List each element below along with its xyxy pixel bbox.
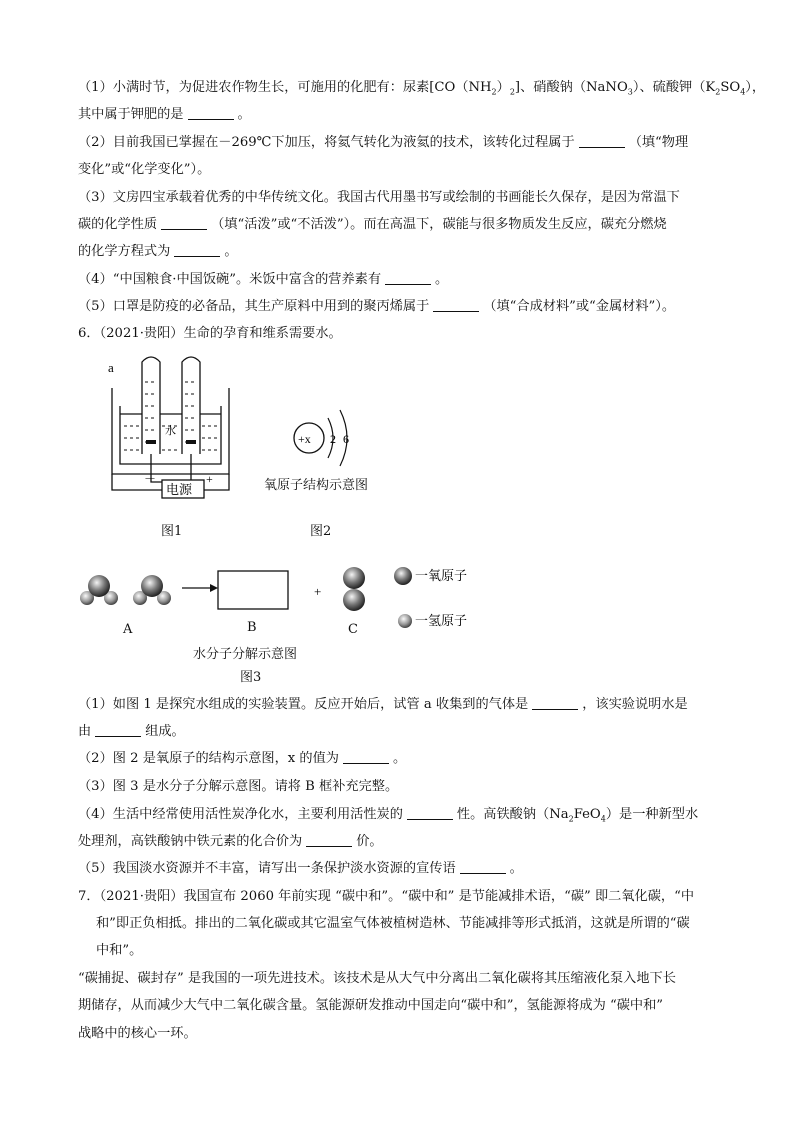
shell-1-electrons: 2 (330, 432, 336, 446)
nucleus-charge: +x (298, 432, 311, 446)
subscript: 2 (715, 87, 721, 97)
text-line-6 (78, 216, 667, 234)
legend-hydrogen-ball (398, 614, 412, 628)
text: 其中属于钾肥的是 (78, 107, 184, 122)
text: 。 (392, 751, 407, 766)
water-label: 水 (165, 425, 176, 437)
label-a: A (123, 622, 133, 637)
text: FeO (573, 807, 601, 822)
text: （填“物理 (628, 135, 689, 150)
figure-2-oxygen-atom (292, 400, 362, 470)
subscript: 4 (740, 87, 746, 97)
arrow-head (210, 584, 218, 592)
text-line-q4 (78, 806, 698, 829)
answer-blank[interactable] (95, 724, 141, 737)
legend-hydrogen-label: 一氢原子 (415, 613, 468, 628)
label-b: B (247, 620, 257, 635)
question-6-title: 6．（2021·贵阳）生命的孕育和维系需要水。 (78, 326, 342, 341)
text: SO (720, 80, 741, 95)
text: 碳的化学性质 (78, 217, 158, 232)
text: （1）如图 1 是探究水组成的实验装置。反应开始后，试管 a 收集到的气体是 (78, 697, 529, 712)
answer-blank[interactable] (188, 107, 234, 120)
text-line-q1 (78, 696, 688, 714)
subscript: 4 (600, 814, 606, 824)
text-line-p7b: 和”即正负相抵。排出的二氧化碳或其它温室气体被植树造林、节能减排等形式抵消，这就是所谓的“碳 (96, 916, 690, 931)
text: ）、硫酸钾（K (632, 80, 716, 95)
oxygen-atom (88, 575, 110, 597)
answer-blank[interactable] (385, 272, 431, 285)
text: 的化学方程式为 (78, 244, 171, 259)
text: 处理剂，高铁酸钠中铁元素的化合价为 (78, 834, 303, 849)
text: （填“合成材料”或“金属材料”）。 (483, 299, 676, 314)
figure-3-label: 水分子分解示意图 (193, 647, 298, 662)
text: 。 (237, 107, 251, 122)
text-line-2 (78, 106, 251, 124)
answer-blank[interactable] (343, 751, 389, 764)
text: ，该实验说明水是 (582, 697, 688, 712)
answer-blank[interactable] (407, 807, 453, 820)
answer-blank[interactable] (433, 299, 479, 312)
answer-blank[interactable] (460, 861, 506, 874)
subscript: 3 (627, 87, 633, 97)
text: 组成。 (145, 724, 185, 739)
answer-blank[interactable] (532, 697, 578, 710)
plus-terminal: + (206, 472, 213, 486)
text: 。 (435, 272, 449, 287)
figure-2-caption: 图2 (310, 524, 332, 539)
shell-2-electrons: 6 (343, 432, 349, 446)
box-b (218, 571, 288, 609)
text-line-3 (78, 134, 688, 152)
figure-1-caption: 图1 (161, 524, 183, 539)
power-supply-label: 电源 (166, 482, 193, 497)
text-line-q3: （3）图 3 是水分子分解示意图。请将 B 框补充完整。 (78, 779, 399, 794)
text: （2）图 2 是氧原子的结构示意图，x 的值为 (78, 751, 339, 766)
text: ）是一种新型水 (605, 807, 699, 822)
text-line-q4-cont (78, 833, 383, 851)
text: 。 (224, 244, 238, 259)
text: （5）我国淡水资源并不丰富，请写出一条保护淡水资源的宣传语 (78, 861, 456, 876)
text-line-p7c: 中和”。 (96, 943, 143, 958)
text-line-q5 (78, 860, 523, 878)
text: 。 (509, 861, 523, 876)
tube-a-label: a (108, 360, 114, 375)
text: （4）生活中经常使用活性炭净化水，主要利用活性炭的 (78, 807, 403, 822)
text: ） (496, 80, 510, 95)
text-line-5: （3）文房四宝承载着优秀的中华传统文化。我国古代用墨书写或绘制的书画能长久保存，是因为常温下 (78, 190, 680, 205)
text: （填“活泼”或“不活泼”）。而在高温下，碳能与很多物质发生反应，碳充分燃烧 (211, 217, 667, 232)
answer-blank[interactable] (579, 135, 625, 148)
figure-1-electrolysis (104, 352, 234, 500)
tube-b (182, 357, 200, 454)
answer-blank[interactable] (306, 834, 352, 847)
legend-oxygen-ball (394, 567, 412, 585)
legend-oxygen-label: 一氧原子 (415, 568, 468, 583)
oxygen-atom (343, 589, 365, 611)
text-line-8 (78, 271, 448, 289)
text: ]、硝酸钠（NaNO (514, 80, 628, 95)
electrode-left (146, 440, 156, 444)
tube-a (142, 357, 160, 454)
answer-blank[interactable] (161, 217, 207, 230)
text: 价。 (356, 834, 383, 849)
figure-2-label: 氧原子结构示意图 (264, 478, 369, 493)
subscript: 2 (509, 87, 515, 97)
text-line-4: 变化”或“化学变化”）。 (78, 162, 211, 177)
label-c: C (348, 622, 358, 637)
text: （1）小满时节，为促进农作物生长，可施用的化肥有：尿素[CO（NH (78, 80, 492, 95)
subscript: 2 (568, 814, 574, 824)
text-line-7 (78, 243, 238, 261)
wire-right (184, 454, 191, 482)
figure-3-caption: 图3 (240, 670, 262, 685)
minus-terminal: － (144, 472, 157, 486)
text: ）， (745, 80, 766, 95)
text-line-p8c: 战略中的核心一环。 (78, 1026, 197, 1041)
text: （4）“中国粮食·中国饭碗”。米饭中富含的营养素有 (78, 272, 382, 287)
oxygen-atom (343, 567, 365, 589)
answer-blank[interactable] (174, 244, 220, 257)
text-line-p8a: “碳捕捉、碳封存” 是我国的一项先进技术。该技术是从大气中分离出二氧化碳将其压缩液化泵入地下长 (78, 971, 676, 986)
text: （5）口罩是防疫的必备品，其生产原料中用到的聚丙烯属于 (78, 299, 430, 314)
text-line-q1-cont (78, 723, 185, 741)
text-line-1 (78, 79, 765, 102)
text-line-9 (78, 298, 675, 316)
oxygen-atom (141, 575, 163, 597)
text: 性。高铁酸钠（Na (456, 807, 569, 822)
text: （2）目前我国已掌握在－269℃下加压，将氦气转化为液氦的技术，该转化过程属于 (78, 135, 575, 150)
figure-3-decomposition (76, 562, 486, 630)
text-line-q2 (78, 750, 406, 768)
text-line-p8b: 期储存，从而减少大气中二氧化碳含量。氢能源研发推动中国走向“碳中和”，氢能源将成为 “碳中和” (78, 998, 664, 1013)
text: 由 (78, 724, 92, 739)
electrode-right (186, 440, 196, 444)
plus-sign: + (314, 584, 322, 599)
question-7-title: 7．（2021·贵阳）我国宣布 2060 年前实现 “碳中和”。“碳中和” 是节能减排术语，“碳” 即二氧化碳，“中 (78, 889, 695, 904)
subscript: 2 (491, 87, 497, 97)
